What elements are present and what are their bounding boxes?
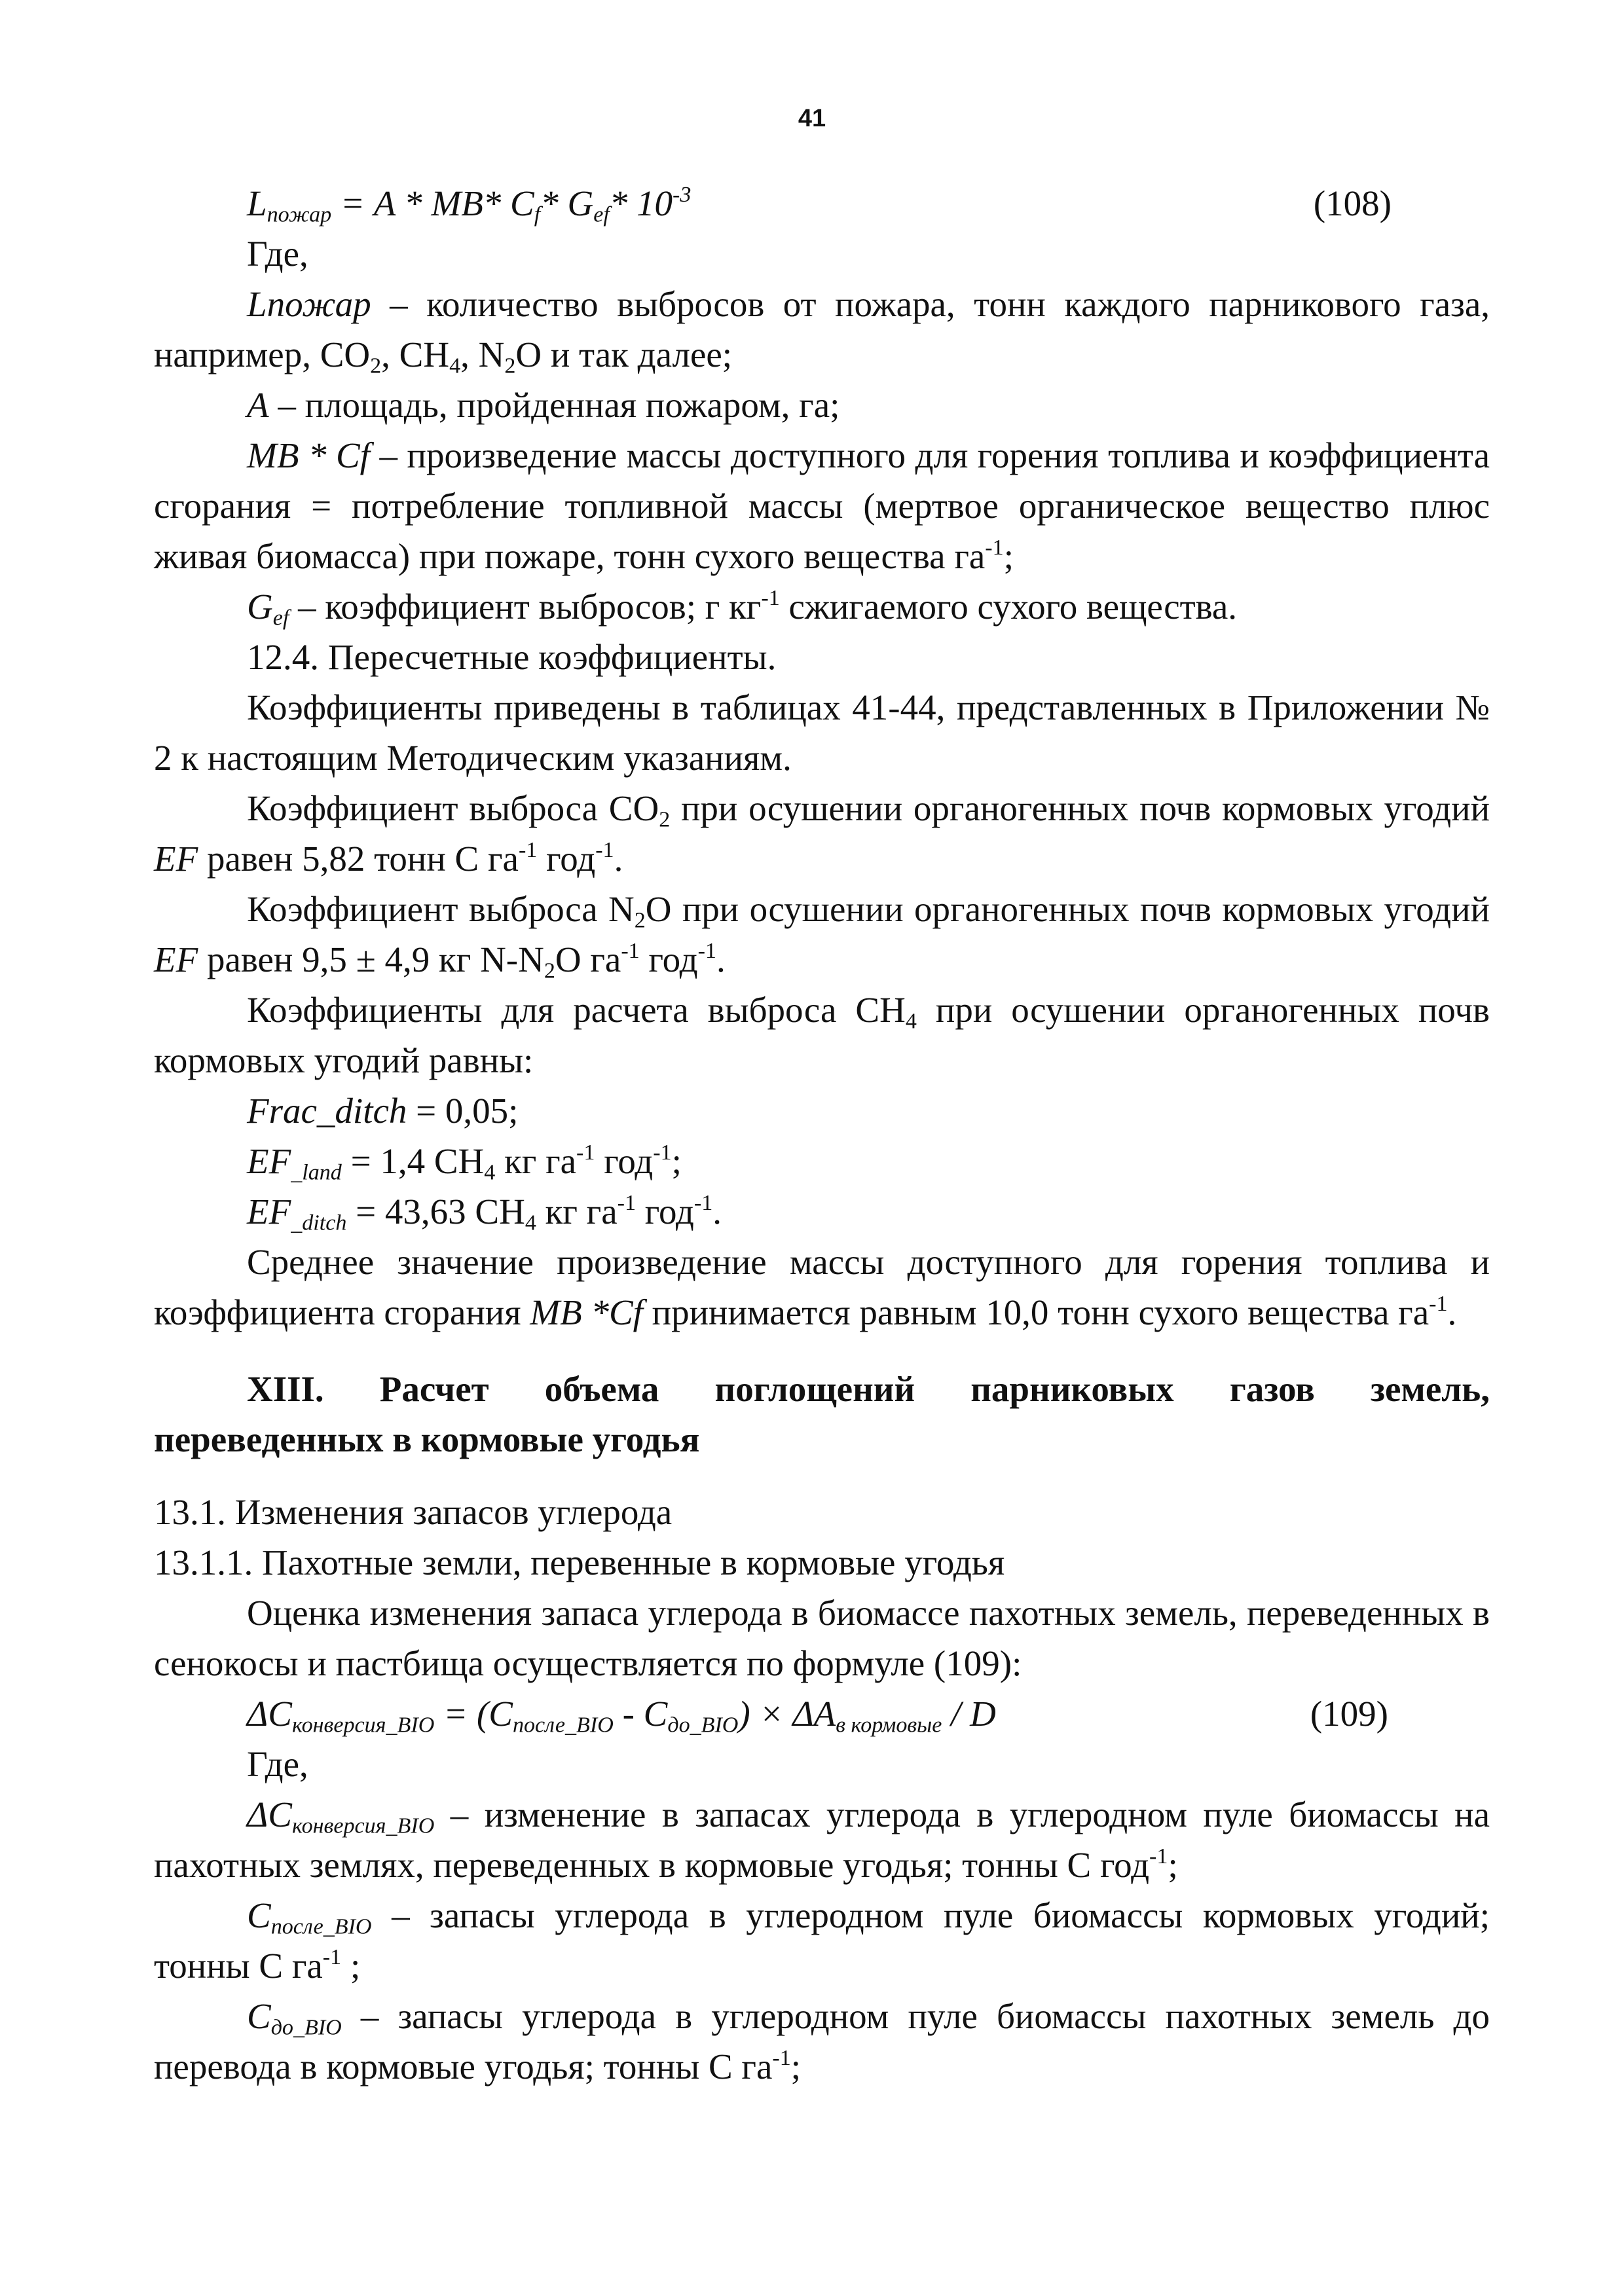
definition-a <box>154 380 1490 430</box>
formula-108-gef-sub: ef <box>593 202 610 227</box>
coefficient-ch4 <box>154 985 1490 1085</box>
coefficients-tables: Коэффициенты приведены в таблицах 41-44, представленных в Приложении № 2 к настоящим Методическим указаниям. <box>154 687 1490 778</box>
frac-ditch-var: Frac_ditch <box>247 1091 407 1131</box>
f109-delta: ΔC <box>247 1694 292 1734</box>
average-value <box>154 1237 1490 1338</box>
def-l-text-mid: , CH <box>381 335 450 374</box>
ef-land-text-a: = 1,4 CH <box>341 1141 485 1181</box>
n2o-text-a: Коэффициент выброса N <box>247 889 635 929</box>
def-l-co2-sub: 2 <box>370 354 382 378</box>
ch4-text-b: при осушении органогенных почв кормовых угодий равны: <box>154 990 1490 1080</box>
n2o-sub: 2 <box>634 908 646 933</box>
avg-var: MB *Cf <box>530 1292 643 1332</box>
def-cpost-end: ; <box>341 1946 361 1986</box>
def-cpost-exp: -1 <box>322 1944 342 1969</box>
ef-land-ch4-sub: 4 <box>484 1160 496 1185</box>
formula-108 <box>154 178 1490 228</box>
heading-line-1: XIII. Расчет объема поглощений парниковых газов земель, <box>247 1369 1490 1409</box>
def-cpost-text: – запасы углерода в углеродном пуле биомассы кормовых угодий; тонны С га <box>154 1895 1490 1986</box>
co2-exp-1: -1 <box>518 837 538 862</box>
where-label-1: Где, <box>247 234 308 274</box>
f109-eq: = (C <box>434 1694 513 1734</box>
def-g-var: G <box>247 587 273 627</box>
def-l-text-after: O и так далее; <box>515 335 733 374</box>
f109-times: × ΔA <box>750 1694 836 1734</box>
def-cpost-sub: после_BIO <box>270 1914 372 1939</box>
ef-ditch-sub: _ditch <box>291 1211 347 1235</box>
def-g-text-a: – коэффициент выбросов; г кг <box>289 587 762 627</box>
def-cdo-end: ; <box>790 2047 802 2086</box>
def-mb-end: ; <box>1003 536 1014 576</box>
ef-ditch-exp-2: -1 <box>693 1190 713 1215</box>
formula-108-eq: = A * MB* C <box>331 183 534 223</box>
co2-ef: EF <box>154 839 198 879</box>
def-mb-var: MB * Cf <box>247 435 370 475</box>
definition-c-before <box>154 1991 1490 2092</box>
def-cdo-var: C <box>247 1996 271 2036</box>
def-dc-sub: конверсия_BIO <box>291 1813 435 1838</box>
ef-ditch-text-b: кг га <box>536 1192 618 1231</box>
def-l-text-mid2: , N <box>460 335 505 374</box>
formula-108-number: (108) <box>1313 183 1392 223</box>
avg-end: . <box>1447 1292 1457 1332</box>
ef-land-exp-2: -1 <box>653 1140 672 1165</box>
def-a-var: A <box>247 385 269 425</box>
formula-108-mid: * G <box>540 183 594 223</box>
coefficient-n2o <box>154 884 1490 985</box>
def-dc-var: ΔC <box>247 1795 292 1834</box>
formula-108-tail: * 10 <box>609 183 673 223</box>
co2-end: . <box>614 839 623 879</box>
section-13-1: 13.1. Изменения запасов углерода <box>154 1492 673 1532</box>
formula-109 <box>154 1688 1490 1739</box>
co2-text-a: Коэффициент выброса CO <box>247 788 659 828</box>
heading-line-2: переведенных в кормовые угодья <box>154 1419 700 1459</box>
definition-delta-c <box>154 1789 1490 1890</box>
n2o-ef: EF <box>154 939 198 979</box>
ef-land-var: EF <box>247 1141 291 1181</box>
ef-ditch <box>154 1186 1490 1237</box>
f109-sub3: до_BIO <box>667 1713 739 1738</box>
def-g-text-b: сжигаемого сухого вещества. <box>779 587 1238 627</box>
def-cdo-text: – запасы углерода в углеродном пуле биомассы пахотных земель до перевода в кормовые угодья; тонны С га <box>154 1996 1490 2086</box>
formula-108-lhs-sub: пожар <box>267 202 332 227</box>
formula-108-exp: -3 <box>673 182 692 207</box>
f109-minus: - C <box>613 1694 668 1734</box>
n2o-text-f: год <box>639 939 698 979</box>
def-mb-exp: -1 <box>985 535 1004 560</box>
co2-text-d: год <box>537 839 596 879</box>
formula-109-expression <box>247 1688 996 1739</box>
def-l-var: Lпожар <box>247 284 371 324</box>
def-cdo-exp: -1 <box>772 2045 791 2070</box>
section-12-4: 12.4. Пересчетные коэффициенты. <box>247 637 777 677</box>
formula-108-lhs: L <box>247 183 267 223</box>
co2-exp-2: -1 <box>595 837 614 862</box>
ef-land-end: ; <box>671 1141 682 1181</box>
ef-ditch-text-c: год <box>636 1192 694 1231</box>
ef-ditch-end: . <box>712 1192 722 1231</box>
n2o-text-b: O при осушении органогенных почв кормовых угодий <box>645 889 1490 929</box>
avg-text-b: принимается равным 10,0 тонн сухого вещества га <box>642 1292 1430 1332</box>
f109-sub1: конверсия_BIO <box>291 1713 435 1738</box>
def-cpost-var: C <box>247 1895 271 1935</box>
def-dc-text: – изменение в запасах углерода в углеродном пуле биомассы на пахотных землях, переведенных в кормовые угодья; тонны С год <box>154 1795 1490 1885</box>
f109-sub2: после_BIO <box>512 1713 614 1738</box>
ef-ditch-exp-1: -1 <box>617 1190 636 1215</box>
definition-l-fire <box>154 279 1490 380</box>
n2o-text-c: равен 9,5 ± 4,9 кг N-N <box>198 939 544 979</box>
f109-div: / D <box>942 1694 996 1734</box>
ch4-text-a: Коэффициенты для расчета выброса CH <box>247 990 906 1030</box>
def-l-n2o-sub: 2 <box>504 354 516 378</box>
ef-land <box>154 1136 1490 1186</box>
n2o-sub2: 2 <box>544 958 555 983</box>
ef-ditch-var: EF <box>247 1192 291 1231</box>
formula-109-number: (109) <box>1310 1694 1388 1734</box>
co2-sub: 2 <box>659 807 671 832</box>
ch4-sub: 4 <box>905 1009 917 1034</box>
frac-ditch <box>154 1085 1490 1136</box>
ef-land-exp-1: -1 <box>576 1140 595 1165</box>
formula-108-cf-sub: f <box>534 202 541 227</box>
f109-sub4: в кормовые <box>836 1713 942 1738</box>
definition-gef <box>154 581 1490 632</box>
ef-land-text-c: год <box>595 1141 654 1181</box>
coefficient-co2 <box>154 783 1490 884</box>
frac-ditch-value: = 0,05; <box>407 1091 519 1131</box>
section-13-1-1: 13.1.1. Пахотные земли, перевенные в кормовые угодья <box>154 1542 1005 1582</box>
f109-close: ) <box>738 1694 750 1734</box>
definition-mb-cf <box>154 430 1490 581</box>
n2o-exp-1: -1 <box>621 938 640 963</box>
co2-text-c: равен 5,82 тонн С га <box>198 839 519 879</box>
def-dc-exp: -1 <box>1149 1844 1168 1868</box>
ef-land-sub: _land <box>291 1160 342 1185</box>
avg-exp: -1 <box>1429 1291 1448 1316</box>
def-g-exp: -1 <box>761 585 780 610</box>
page-number: 41 <box>798 105 826 132</box>
assessment-text: Оценка изменения запаса углерода в биомассе пахотных земель, переведенных в сенокосы и пастбища осуществляется по формуле (109): <box>154 1593 1490 1683</box>
chapter-heading-xiii <box>154 1364 1490 1465</box>
def-mb-text: – произведение массы доступного для горения топлива и коэффициента сгорания = потребление топливной массы (мертвое органическое вещество плюс живая биомасса) при пожаре, тонн сухого вещества га <box>154 435 1490 576</box>
ef-land-text-b: кг га <box>495 1141 577 1181</box>
def-cdo-sub: до_BIO <box>270 2015 342 2040</box>
def-dc-end: ; <box>1168 1845 1178 1885</box>
co2-text-b: при осушении органогенных почв кормовых угодий <box>670 788 1490 828</box>
definition-c-after <box>154 1890 1490 1991</box>
n2o-exp-2: -1 <box>697 938 716 963</box>
n2o-text-d: O га <box>555 939 621 979</box>
formula-108-expression <box>247 178 691 228</box>
n2o-end: . <box>716 939 726 979</box>
ef-ditch-ch4-sub: 4 <box>525 1211 536 1235</box>
avg-text-a: Среднее значение произведение массы доступного для горения топлива и коэффициента сгорания <box>154 1242 1490 1332</box>
page-content <box>154 178 1490 2092</box>
ef-ditch-text-a: = 43,63 CH <box>346 1192 525 1231</box>
def-l-ch4-sub: 4 <box>449 354 461 378</box>
def-l-text: – количество выбросов от пожара, тонн каждого парникового газа, например, CO <box>154 284 1490 374</box>
def-a-text: – площадь, пройденная пожаром, га; <box>268 385 840 425</box>
def-g-var-sub: ef <box>272 606 289 630</box>
where-label-2: Где, <box>247 1744 308 1784</box>
